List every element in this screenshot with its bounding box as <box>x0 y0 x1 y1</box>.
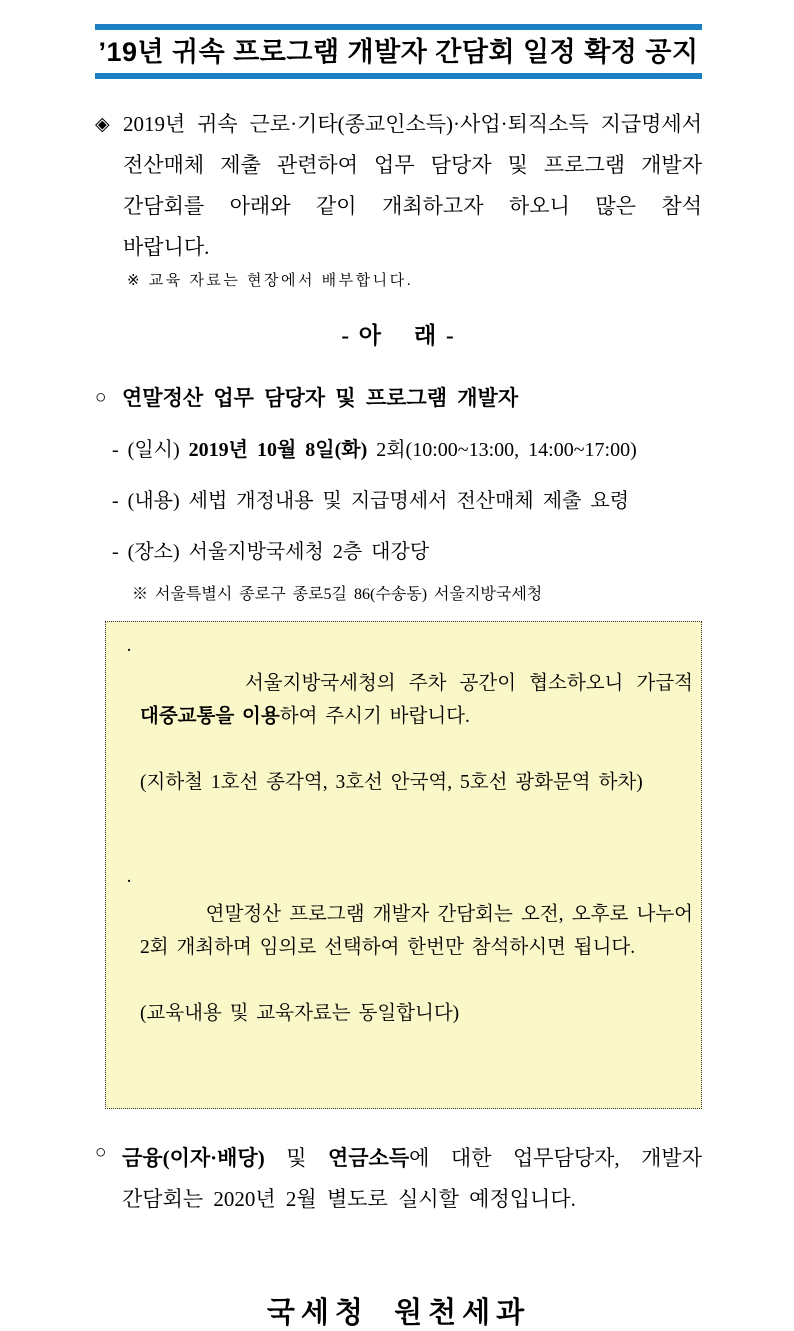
subway-info: (지하철 1호선 종각역, 3호선 안국역, 5호선 광화문역 하차) <box>140 772 643 793</box>
notice-bullet-sessions <box>118 865 701 1096</box>
intro-footnote: ※ 교육 자료는 현장에서 배부합니다. <box>127 272 414 289</box>
notice-box <box>105 621 702 1109</box>
dot-bullet-icon: · <box>125 640 133 661</box>
item-datetime-sessions: 2회(10:00~13:00, 14:00~17:00) <box>367 439 637 461</box>
sessions-text-pre: 연말정산 프로그램 개발자 간담회는 오전, 오후로 나누어 2회 개최하며 임의로 선택하여 한번만 참석하시면 됩니다. <box>140 904 701 958</box>
item-contents <box>95 487 702 515</box>
section2-bold-pension: 연금소득 <box>327 1146 410 1170</box>
transport-text-bold: 대중교통을 이용 <box>140 706 280 727</box>
address-footnote: ※ 서울특별시 종로구 종로5길 86(수송동) 서울지방국세청 <box>132 586 543 603</box>
section2-text <box>122 1138 713 1220</box>
intro-paragraph <box>95 104 702 268</box>
notice-bullet-sessions-text <box>140 865 701 1096</box>
below-divider: - 아 래 - <box>341 323 456 348</box>
notice-bullet-transport-text <box>140 634 701 865</box>
diamond-bullet-icon: ◈ <box>95 114 110 135</box>
transport-text-pre: 서울지방국세청의 주차 공간이 협소하오니 가급적 <box>244 673 701 694</box>
notice-bullet-transport <box>118 634 701 865</box>
transport-text-post: 하여 주시기 바랍니다. <box>279 706 470 727</box>
section2-rest: 에 대한 업무담당자, 개발자 간담회는 2020년 2월 별도로 실시할 예정입니다. <box>122 1146 713 1211</box>
section2-paragraph <box>95 1138 713 1220</box>
dot-bullet-icon: · <box>125 871 133 892</box>
item-venue <box>95 538 702 566</box>
item-datetime <box>95 436 702 464</box>
intro-text: 2019년 귀속 근로·기타(종교인소득)·사업·퇴직소득 지급명세서 전산매체 제출 관련하여 업무 담당자 및 프로그램 개발자 간담회를 아래와 같이 개최하고자 하오니 많은 참석 바랍니다. <box>123 112 702 259</box>
section2-mid: 및 <box>264 1146 328 1170</box>
section1-heading-text: 연말정산 업무 담당자 및 프로그램 개발자 <box>122 386 519 410</box>
item-contents-label: - (내용) <box>112 490 189 512</box>
page-title: ’19년 귀속 프로그램 개발자 간담회 일정 확정 공지 <box>98 37 699 67</box>
section1-heading <box>95 383 702 413</box>
issuing-department: 국세청 원천세과 <box>266 1297 531 1329</box>
item-contents-text: 세법 개정내용 및 지급명세서 전산매체 제출 요령 <box>188 490 630 512</box>
title-banner <box>95 24 702 79</box>
item-venue-text: 서울지방국세청 2층 대강당 <box>188 541 430 563</box>
item-venue-label: - (장소) <box>112 541 189 563</box>
circle-bullet-icon: ○ <box>95 1142 107 1163</box>
item-datetime-date: 2019년 10월 8일(화) <box>188 439 368 461</box>
circle-bullet-icon: ○ <box>95 387 107 408</box>
item-datetime-label: - (일시) <box>112 439 189 461</box>
materials-info: (교육내용 및 교육자료는 동일합니다) <box>140 1003 460 1024</box>
section2-bold-finance: 금융(이자·배당) <box>122 1146 265 1170</box>
